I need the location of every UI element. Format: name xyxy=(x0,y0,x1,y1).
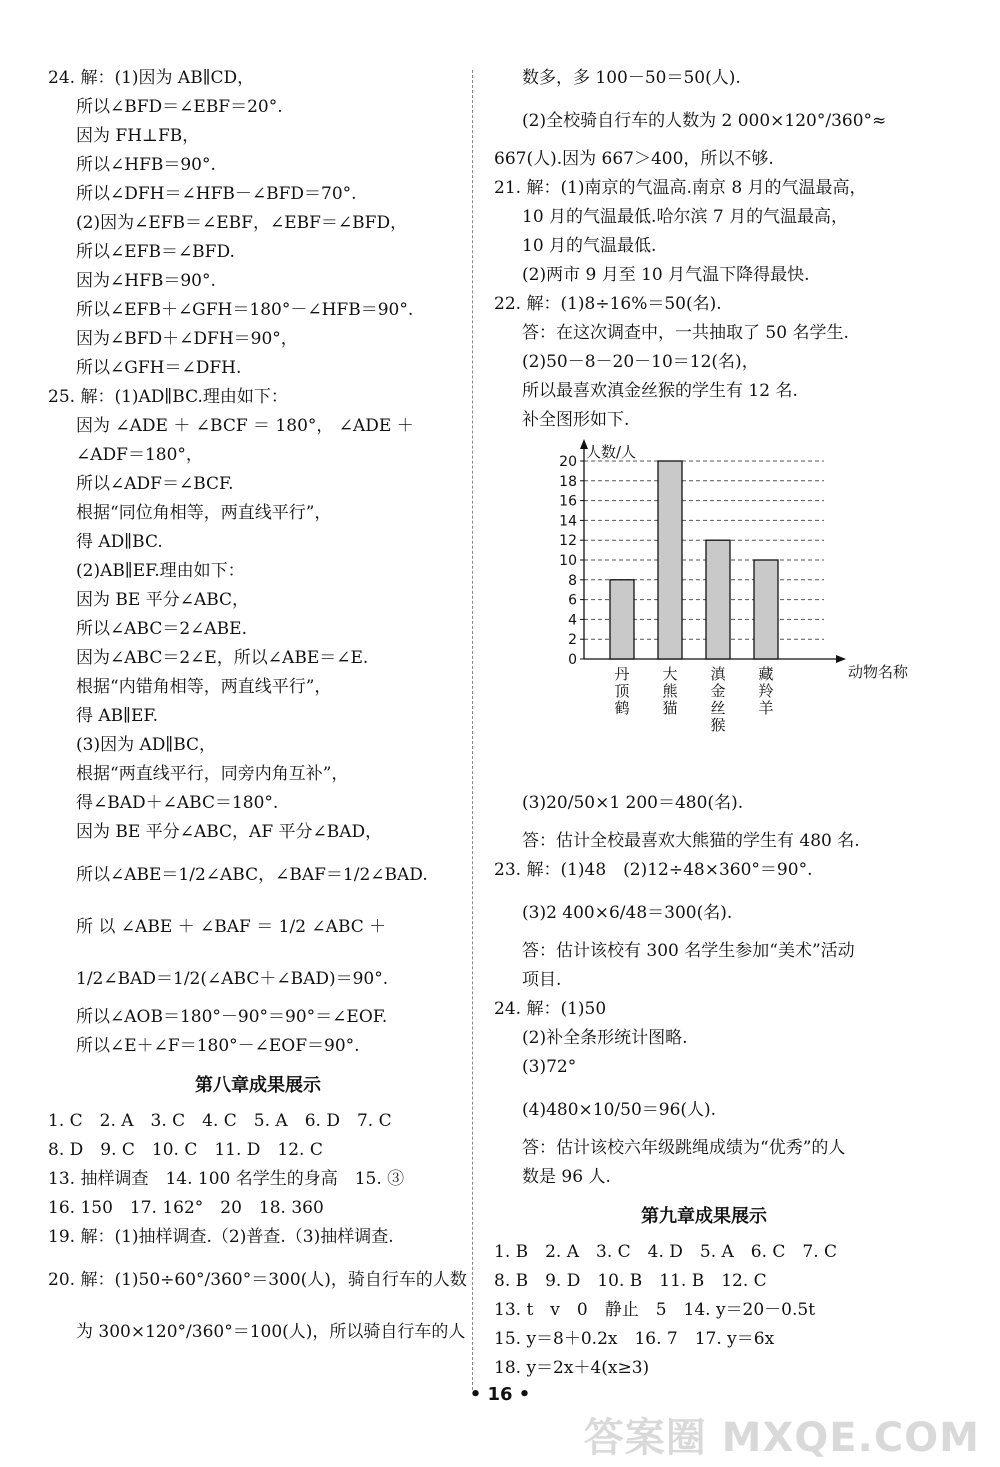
category-label-char: 丹 xyxy=(614,665,630,683)
section-title: 第九章成果展示 xyxy=(641,1206,767,1227)
text-line: 所 以 ∠ABE ＋ ∠BAF ＝ 1/2 ∠ABC ＋ xyxy=(76,917,387,937)
answer-line: 1. B 2. A 3. C 4. D 5. A 6. C 7. C xyxy=(494,1242,838,1262)
text-line: (4)480×10/50＝96(人). xyxy=(522,1100,717,1120)
y-tick-label: 6 xyxy=(568,592,577,609)
text-line: ∠ADF＝180°， xyxy=(76,445,203,465)
answer-line: 为 300×120°/360°＝100(人)，所以骑自行车的人 xyxy=(76,1322,466,1342)
text-line: (2)两市 9 月至 10 月气温下降得最快. xyxy=(522,265,810,285)
text-line: 数是 96 人. xyxy=(522,1167,611,1187)
text-line: 根据“两直线平行，同旁内角互补”， xyxy=(76,764,349,784)
category-label-char: 丝 xyxy=(710,699,726,717)
y-tick-label: 14 xyxy=(559,513,577,530)
left-column xyxy=(48,66,468,1358)
y-tick-label: 4 xyxy=(568,612,577,629)
text-line: 因为∠BFD＋∠DFH＝90°， xyxy=(76,329,298,349)
text-line: 所以∠ABC＝2∠ABE. xyxy=(76,619,247,639)
category-label-char: 熊 xyxy=(662,682,678,700)
text-line: 得 AD∥BC. xyxy=(76,532,163,552)
category-label-char: 顶 xyxy=(614,682,630,700)
text-line: 所以∠ABE＝1/2∠ABC，∠BAF＝1/2∠BAD. xyxy=(76,865,428,885)
text-line: 667(人).因为 667＞400，所以不够. xyxy=(494,149,774,169)
text-line: 所以∠HFB＝90°. xyxy=(76,155,216,175)
text-line: 因为 FH⊥FB， xyxy=(76,126,200,146)
category-label-char: 羚 xyxy=(758,682,774,700)
y-tick-label: 12 xyxy=(559,533,577,550)
text-line: (2)50－8－20－10＝12(名)， xyxy=(522,352,759,372)
text-line: 所以∠GFH＝∠DFH. xyxy=(76,358,242,378)
text-line: 所以最喜欢滇金丝猴的学生有 12 名. xyxy=(522,381,798,401)
answer-line: 1. C 2. A 3. C 4. C 5. A 6. D 7. C xyxy=(48,1111,392,1131)
text-line: 因为∠HFB＝90°. xyxy=(76,271,216,291)
answer-line: 16. 150 17. 162° 20 18. 360 xyxy=(48,1198,324,1218)
text-line: 因为∠ABC＝2∠E，所以∠ABE＝∠E. xyxy=(76,648,369,668)
text-line: (2)补全条形统计图略. xyxy=(522,1028,688,1048)
bar-1 xyxy=(610,580,634,659)
bar-2 xyxy=(658,461,682,659)
y-tick-label: 8 xyxy=(568,572,577,589)
text-line: (2)AB∥EF.理由如下： xyxy=(76,561,245,581)
text-line: (3)因为 AD∥BC， xyxy=(76,735,217,755)
text-line: 所以∠AOB＝180°－90°＝90°＝∠EOF. xyxy=(76,1007,388,1027)
y-tick-label: 2 xyxy=(568,632,577,649)
answer-line: 19. 解：(1)抽样调查.（2)普查.（3)抽样调查. xyxy=(48,1227,394,1247)
section-title: 第八章成果展示 xyxy=(195,1075,321,1096)
answer-line: 8. B 9. D 10. B 11. B 12. C xyxy=(494,1271,767,1291)
bar-4 xyxy=(754,560,778,659)
text-line: (3)2 400×6/48＝300(名). xyxy=(522,903,733,923)
text-line: 21. 解：(1)南京的气温高.南京 8 月的气温最高， xyxy=(494,178,867,198)
text-line: 1/2∠BAD＝1/2(∠ABC＋∠BAD)＝90°. xyxy=(76,969,389,989)
bar-3 xyxy=(706,540,730,659)
category-label-3 xyxy=(710,665,726,734)
text-line: 22. 解：(1)8÷16%＝50(名). xyxy=(494,294,722,314)
text-line: 因为 BE 平分∠ABC， xyxy=(76,590,250,610)
text-line: (3)72° xyxy=(522,1057,577,1077)
category-label-1 xyxy=(614,665,630,717)
category-label-char: 藏 xyxy=(758,665,774,683)
category-label-4 xyxy=(758,665,773,717)
y-axis-label: 人数/人 xyxy=(586,443,637,461)
x-axis-label: 动物名称 xyxy=(848,663,909,681)
y-tick-label: 10 xyxy=(559,553,577,569)
x-axis-arrow xyxy=(836,655,846,663)
text-line: 因为 ∠ADE ＋ ∠BCF ＝ 180°， ∠ADE ＋ xyxy=(76,416,414,436)
text-line: 得∠BAD＋∠ABC＝180°. xyxy=(76,793,279,813)
category-label-char: 金 xyxy=(710,682,726,700)
text-line: 得 AB∥EF. xyxy=(76,706,158,726)
text-line: 所以∠EFB＝∠BFD. xyxy=(76,242,235,262)
text-line: 根据“同位角相等，两直线平行”， xyxy=(76,503,332,523)
text-line: 答：在这次调查中，一共抽取了 50 名学生. xyxy=(522,323,849,343)
text-line: (2)因为∠EFB＝∠EBF，∠EBF＝∠BFD， xyxy=(76,213,408,233)
text-line: 数多，多 100－50＝50(人). xyxy=(522,68,741,88)
bar-chart-svg xyxy=(534,437,909,767)
text-line: (3)20/50×1 200＝480(名). xyxy=(522,793,744,813)
category-label-char: 大 xyxy=(662,665,678,683)
text-line: 10 月的气温最低.哈尔滨 7 月的气温最高， xyxy=(522,207,849,227)
watermark-logo: 答案圈 MXQE.COM xyxy=(583,1415,980,1461)
text-line: 所以∠EFB＋∠GFH＝180°－∠HFB＝90°. xyxy=(76,300,414,320)
text-line: 所以∠BFD＝∠EBF＝20°. xyxy=(76,97,283,117)
text-line: 所以∠E＋∠F＝180°－∠EOF＝90°. xyxy=(76,1036,360,1056)
text-line: 答：估计该校六年级跳绳成绩为“优秀”的人 xyxy=(522,1138,846,1158)
text-line: 所以∠ADF＝∠BCF. xyxy=(76,474,234,494)
right-column xyxy=(494,66,914,1385)
page-number: • 16 • xyxy=(469,1384,531,1405)
text-line: 答：估计全校最喜欢大熊猫的学生有 480 名. xyxy=(522,831,860,851)
y-tick-label: 18 xyxy=(559,473,577,490)
text-line: 24. 解：(1)50 xyxy=(494,999,607,1019)
bar-chart xyxy=(494,437,914,777)
text-line: 因为 BE 平分∠ABC，AF 平分∠BAD， xyxy=(76,822,383,842)
y-tick-label: 0 xyxy=(568,652,577,668)
category-label-char: 滇 xyxy=(710,665,726,683)
answer-line: 13. 抽样调查 14. 100 名学生的身高 15. ③ xyxy=(48,1169,405,1189)
text-line: 24. 解：(1)因为 AB∥CD， xyxy=(48,68,255,88)
text-line: 所以∠DFH＝∠HFB－∠BFD＝70°. xyxy=(76,184,357,204)
category-label-char: 羊 xyxy=(758,699,774,717)
y-tick-label: 16 xyxy=(559,493,577,510)
answer-line: 18. y＝2x＋4(x≥3) xyxy=(494,1358,650,1378)
text-line: (2)全校骑自行车的人数为 2 000×120°/360°≈ xyxy=(522,111,887,131)
text-line: 25. 解：(1)AD∥BC.理由如下： xyxy=(48,387,288,407)
answer-line: 13. t v 0 静止 5 14. y＝20－0.5t xyxy=(494,1300,816,1320)
text-line: 10 月的气温最低. xyxy=(522,236,657,256)
text-line: 根据“内错角相等，两直线平行”， xyxy=(76,677,332,697)
category-label-char: 猴 xyxy=(710,716,726,734)
column-divider xyxy=(472,70,473,1390)
text-line: 项目. xyxy=(522,970,562,990)
text-line: 23. 解：(1)48 (2)12÷48×360°＝90°. xyxy=(494,860,813,880)
y-tick-label: 20 xyxy=(559,454,577,470)
answer-line: 8. D 9. C 10. C 11. D 12. C xyxy=(48,1140,323,1160)
category-label-char: 猫 xyxy=(662,699,678,717)
category-label-2 xyxy=(662,665,678,717)
category-label-char: 鹤 xyxy=(614,699,630,717)
text-line: 补全图形如下. xyxy=(522,410,630,430)
text-line: 答：估计该校有 300 名学生参加“美术”活动 xyxy=(522,941,855,961)
answer-line: 15. y＝8＋0.2x 16. 7 17. y＝6x xyxy=(494,1329,775,1349)
answer-line: 20. 解：(1)50÷60°/360°＝300(人)，骑自行车的人数 xyxy=(48,1270,467,1290)
